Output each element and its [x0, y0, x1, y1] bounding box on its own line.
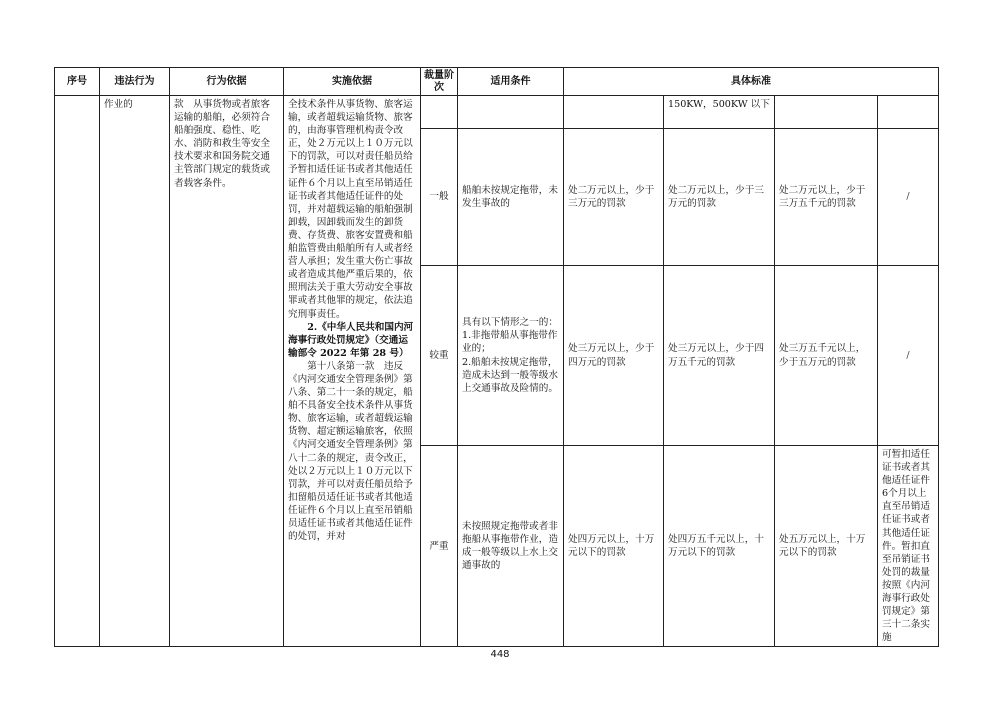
- standard-cell: 处三万元以上，少于四万元的罚款: [564, 266, 664, 446]
- seq-cell: [55, 96, 100, 647]
- standard-cell: 处二万元以上，少于三万五千元的罚款: [775, 129, 878, 266]
- header-basis: 行为依据: [170, 68, 284, 96]
- impl-basis-cell: [284, 96, 421, 647]
- impl-law-title: 2.《中华人民共和国内河海事行政处罚规定》（交通运输部令 2022 年第 28 号）: [288, 321, 414, 359]
- standard-cell: [878, 96, 939, 129]
- standard-cell: [564, 96, 664, 129]
- header-level: 裁量阶次: [421, 68, 458, 96]
- standard-cell: 可暂扣适任证书或者其他适任证件6个月以上直至吊销适任证书或者其他适任证件。暂扣直至吊销证书处罚的裁量按照《内河海事行政处罚规定》第三十二条实施: [878, 446, 939, 647]
- impl-paragraph: 第十八条第一款 违反《内河交通安全管理条例》第八条、第二十一条的规定，船舶不具备安全技术条件从事货物、旅客运输，或者超载运输货物、超定额运输旅客，依照《内河交通安全管理条例》第八十二条的规定，责令改正，处以２万元以上１０万元以下罚款，并可以对责任船员给予扣留船员适任证书或者其他适任证件６个月以上直至吊销船员适任证书或者其他适任证件的处罚，并对: [288, 360, 413, 543]
- violation-cell: 作业的: [100, 96, 170, 647]
- standard-cell: 150KW，500KW 以下: [664, 96, 775, 129]
- condition-cell: 船舶未按规定拖带，未发生事故的: [458, 129, 564, 266]
- level-cell: 一般: [421, 129, 458, 266]
- header-impl-basis: 实施依据: [284, 68, 421, 96]
- level-cell: 较重: [421, 266, 458, 446]
- condition-cell: 未按照规定拖带或者非拖船从事拖带作业，造成一般等级以上水上交通事故的: [458, 446, 564, 647]
- standard-cell: 处五万元以上，十万元以下的罚款: [775, 446, 878, 647]
- page-number: 448: [490, 649, 510, 660]
- standard-cell: 处三万五千元以上，少于五万元的罚款: [775, 266, 878, 446]
- table-row: [55, 96, 939, 129]
- basis-cell: 款 从事货物或者旅客运输的船舶，必须符合船舶强度、稳性、吃水、消防和救生等安全技术要求和国务院交通主管部门规定的载货或者载客条件。: [170, 96, 284, 647]
- condition-cell: 具有以下情形之一的： 1.非拖带船从事拖带作业的； 2.船舶未按规定拖带，造成未达到一般等级水上交通事故及险情的。: [458, 266, 564, 446]
- level-cell: [421, 96, 458, 129]
- impl-paragraph: 全技术条件从事货物、旅客运输，或者超载运输货物、旅客的，由海事管理机构责令改正，处２万元以上１０万元以下的罚款，可以对责任船员给予暂扣适任证书或者其他适任证件６个月以上直至吊销适任证书或者其他适任证件的处罚，并对超载运输的船舶强制卸载，因卸载而发生的卸货费、存货费、旅客安置费和船舶监管费由船舶所有人或者经营人承担；发生重大伤亡事故或者造成其他严重后果的，依照刑法关于重大劳动安全事故罪或者其他罪的规定，依法追究刑事责任。: [288, 99, 413, 320]
- header-seq: 序号: [55, 68, 100, 96]
- condition-cell: [458, 96, 564, 129]
- standard-cell: /: [878, 129, 939, 266]
- standard-cell: 处三万元以上，少于四万五千元的罚款: [664, 266, 775, 446]
- standard-cell: [775, 96, 878, 129]
- table-header-row: [55, 68, 939, 96]
- header-standard: 具体标准: [564, 68, 939, 96]
- header-violation: 违法行为: [100, 68, 170, 96]
- header-condition: 适用条件: [458, 68, 564, 96]
- standard-cell: 处二万元以上，少于三万元的罚款: [564, 129, 664, 266]
- standard-cell: 处四万元以上，十万元以下的罚款: [564, 446, 664, 647]
- penalty-standard-table: [54, 67, 939, 647]
- standard-cell: 处四万五千元以上，十万元以下的罚款: [664, 446, 775, 647]
- standard-cell: 处二万元以上，少于三万元的罚款: [664, 129, 775, 266]
- level-cell: 严重: [421, 446, 458, 647]
- standard-cell: /: [878, 266, 939, 446]
